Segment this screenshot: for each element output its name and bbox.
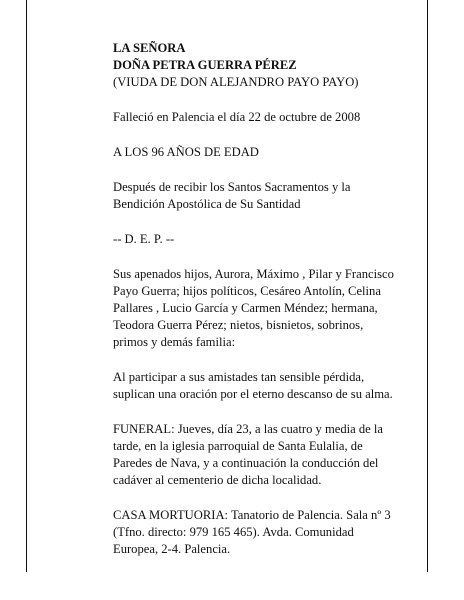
request-paragraph <box>113 369 425 403</box>
funeral-line: FUNERAL: Jueves, día 23, a las cuatro y media de la <box>113 422 383 436</box>
funeral-line: cadáver al cementerio de dicha localidad. <box>113 473 322 487</box>
obituary-text <box>113 40 425 576</box>
funeral-line: Paredes de Nava, y a continuación la conducción del <box>113 456 379 470</box>
family-line: Pallares , Lucio García y Carmen Méndez; hermana, <box>113 301 378 315</box>
funeral-paragraph <box>113 421 425 489</box>
death-statement: Falleció en Palencia el día 22 de octubre de 2008 <box>113 110 361 124</box>
heading-widow-of: (VIUDA DE DON ALEJANDRO PAYO PAYO) <box>113 75 359 89</box>
family-line: Sus apenados hijos, Aurora, Máximo , Pilar y Francisco <box>113 267 394 281</box>
funeral-home-line: Europea, 2-4. Palencia. <box>113 542 231 556</box>
funeral-line: tarde, en la iglesia parroquial de Santa Eulalia, de <box>113 439 363 453</box>
request-line: suplican una oración por el eterno descanso de su alma. <box>113 387 393 401</box>
age-statement: A LOS 96 AÑOS DE EDAD <box>113 145 259 159</box>
sacraments-line: Después de recibir los Santos Sacramentos y la <box>113 180 351 194</box>
funeral-home-line: CASA MORTUORIA: Tanatorio de Palencia. Sala nº 3 <box>113 508 391 522</box>
sacraments-line: Bendición Apostólica de Su Santidad <box>113 197 301 211</box>
family-paragraph <box>113 266 425 351</box>
family-line: Payo Guerra; hijos políticos, Cesáreo Antolín, Celina <box>113 284 381 298</box>
right-border-line <box>427 0 428 572</box>
rip-line: -- D. E. P. -- <box>113 232 175 246</box>
request-line: Al participar a sus amistades tan sensible pérdida, <box>113 370 365 384</box>
heading-title: LA SEÑORA <box>113 41 186 55</box>
left-border-line <box>26 0 27 572</box>
funeral-home-line: (Tfno. directo: 979 165 465). Avda. Comunidad <box>113 525 354 539</box>
funeral-home-paragraph <box>113 507 425 558</box>
family-line: primos y demás familia: <box>113 335 236 349</box>
sacraments-paragraph <box>113 179 425 213</box>
family-line: Teodora Guerra Pérez; nietos, bisnietos, sobrinos, <box>113 318 364 332</box>
heading-name: DOÑA PETRA GUERRA PÉREZ <box>113 58 297 72</box>
